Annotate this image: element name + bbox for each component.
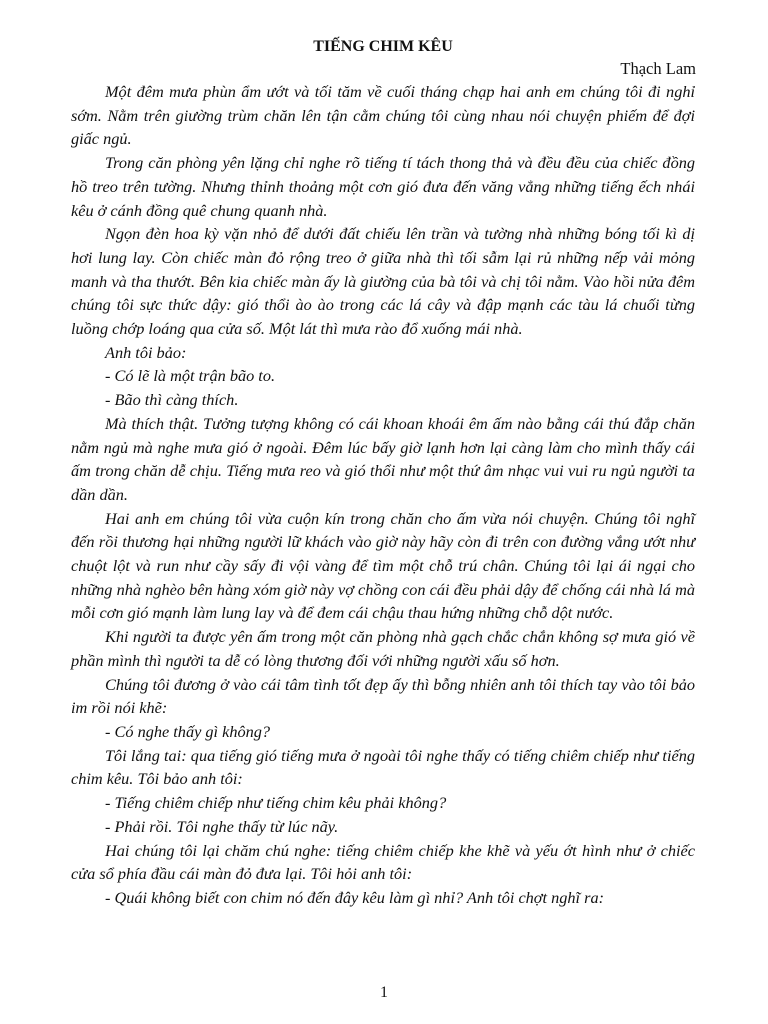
paragraph: Tôi lắng tai: qua tiếng gió tiếng mưa ở ngoài tôi nghe thấy có tiếng chiêm chiếp như tiếng chim kêu. Tôi bảo anh tôi: — [71, 745, 695, 789]
paragraph: Một đêm mưa phùn ẩm ướt và tối tăm về cuối tháng chạp hai anh em chúng tôi đi nghỉ sớm. Nằm trên giường trùm chăn lên tận cằm chúng tôi cùng nhau nói chuyện phiếm để đợi giấc ngủ. — [71, 82, 695, 149]
story-title: TIẾNG CHIM KÊU — [313, 38, 453, 55]
paragraph: Trong căn phòng yên lặng chỉ nghe rõ tiếng tí tách thong thả và đều đều của chiếc đồng hồ treo trên tường. Nhưng thỉnh thoảng một cơn gió đưa đến văng vẳng những tiếng ếch nhái kêu ở cánh đồng quê chung quanh nhà. — [71, 153, 695, 220]
dialogue-line: - Có lẽ là một trận bão to. — [105, 366, 276, 386]
paragraph: Khi người ta được yên ấm trong một căn phòng nhà gạch chắc chắn không sợ mưa gió về phần mình thì người ta dễ có lòng thương đối với những người xấu số hơn. — [71, 627, 695, 670]
paragraph: Hai chúng tôi lại chăm chú nghe: tiếng chiêm chiếp khe khẽ và yếu ớt hình như ở chiếc cửa sổ phía đầu cái màn đỏ đưa lại. Tôi hỏi anh tôi: — [71, 840, 695, 884]
paragraph: Hai anh em chúng tôi vừa cuộn kín trong chăn cho ấm vừa nói chuyện. Chúng tôi nghĩ đến rồi thương hại những người lữ khách vào giờ này hãy còn đi trên con đường vắng ướt như chuột lột và run như cầy sấy đi vội vàng để tìm một chỗ trú chân. Chúng tôi lại ái ngại cho những nhà nghèo bên hàng xóm giờ này vợ chồng con cái đều phải dậy để chống cái nhà lá mà mỗi cơn gió mạnh làm lung lay và để đem cái chậu thau hứng những chỗ dột nước. — [71, 508, 695, 623]
dialogue-line: - Bão thì càng thích. — [105, 390, 239, 410]
dialogue-line: Anh tôi bảo: — [105, 342, 187, 362]
dialogue-line: - Có nghe thấy gì không? — [105, 721, 271, 741]
dialogue-line: - Tiếng chiêm chiếp như tiếng chim kêu phải không? — [105, 793, 447, 813]
dialogue-line: - Phải rồi. Tôi nghe thấy từ lúc nãy. — [105, 816, 339, 836]
paragraph: Mà thích thật. Tưởng tượng không có cái khoan khoái êm ấm nào bằng cái thú đắp chăn nằm ngủ mà nghe mưa gió ở ngoài. Đêm lúc bấy giờ lạnh hơn lại càng làm cho mình thấy cái ấm trong chăn dễ chịu. Tiếng mưa reo và gió thổi như một thứ âm nhạc vui vui ru ngủ người ta dần dần. — [71, 413, 695, 504]
story-body — [71, 80, 695, 910]
paragraph: Chúng tôi đương ở vào cái tâm tình tốt đẹp ấy thì bỗng nhiên anh tôi thích tay vào tôi bảo im rồi nói khẽ: — [71, 674, 695, 718]
page-number: 1 — [380, 984, 388, 1001]
author-name: Thạch Lam — [620, 59, 696, 78]
dialogue-line: - Quái không biết con chim nó đến đây kêu làm gì nhỉ? Anh tôi chợt nghĩ ra: — [105, 887, 605, 907]
paragraph: Ngọn đèn hoa kỳ vặn nhỏ để dưới đất chiếu lên trần và tường nhà những bóng tối kì dị hơi lung lay. Còn chiếc màn đỏ rộng treo ở giữa nhà thì tối sẫm lại rủ những nếp vải mỏng manh và tha thướt. Bên kia chiếc màn ấy là giường của bà tôi và chị tôi nằm. Vào hồi nửa đêm chúng tôi sực thức dậy: gió thổi ào ào trong các lá cây và đập mạnh các tàu lá chuối từng luồng chớp loáng qua cửa số. Một lát thì mưa rào đổ xuống mái nhà. — [71, 224, 695, 339]
